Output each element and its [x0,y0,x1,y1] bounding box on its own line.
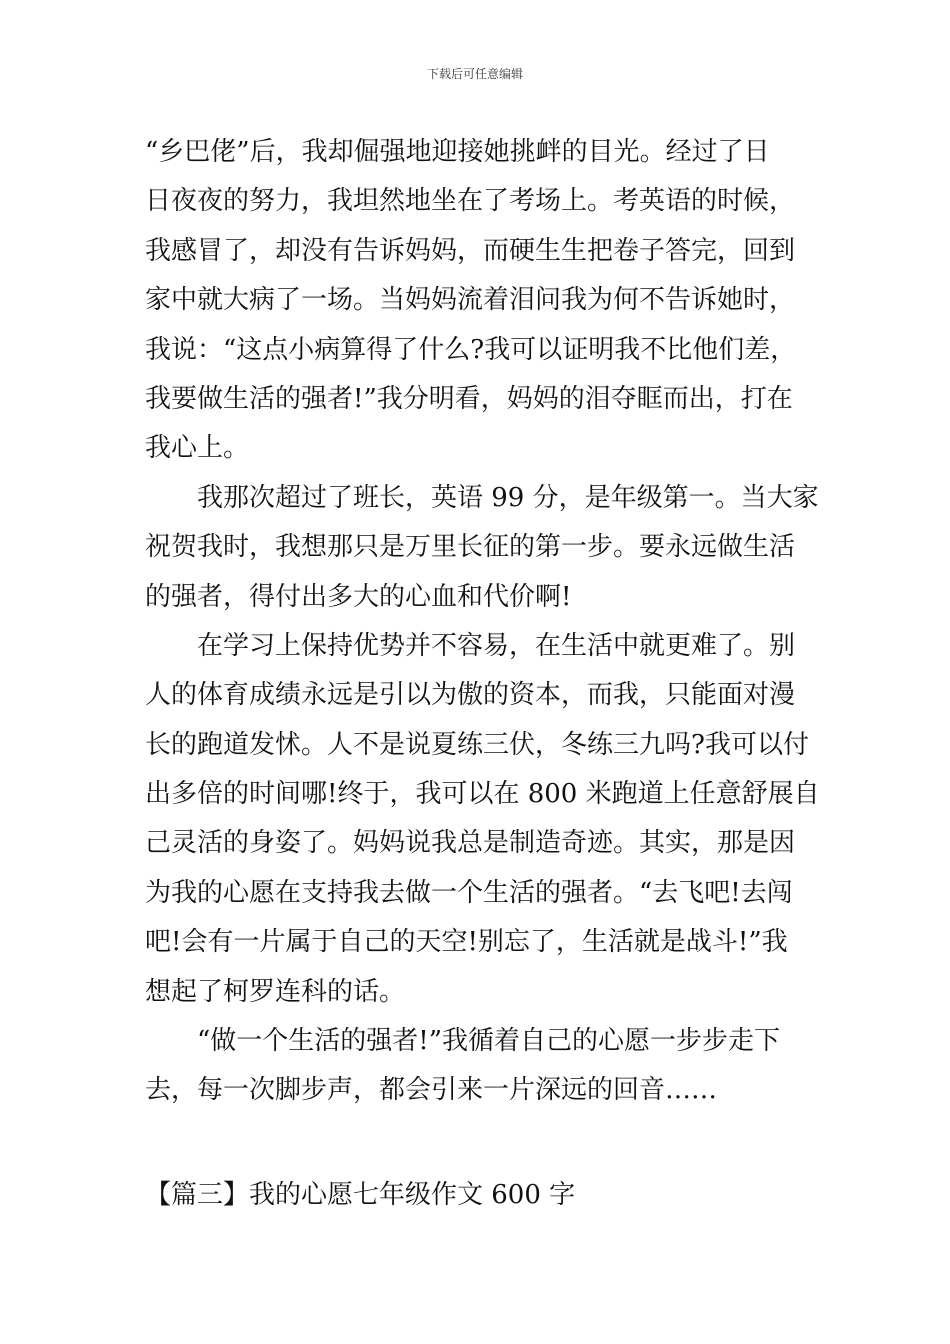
text-line: 我感冒了，却没有告诉妈妈，而硬生生把卷子答完，回到 [145,235,796,266]
text-line: 吧!会有一片属于自己的天空!别忘了，生活就是战斗!”我 [145,927,788,958]
text-line: 我要做生活的强者!”我分明看，妈妈的泪夺眶而出，打在 [145,383,793,414]
text-line: 日夜夜的努力，我坦然地坐在了考场上。考英语的时候， [145,186,796,217]
paragraph-2 [145,474,819,622]
essay-body [145,128,820,1116]
text-line: 我心上。 [145,433,250,464]
paragraph-3 [145,622,820,1017]
section-heading: 【篇三】我的心愿七年级作文 600 字 [145,1180,576,1210]
paragraph-4 [145,1017,810,1116]
text-line: 长的跑道发怵。人不是说夏练三伏，冬练三九吗?我可以付 [145,729,809,760]
text-line: 在学习上保持优势并不容易，在生活中就更难了。别 [197,630,796,661]
paragraph-1 [145,128,810,474]
text-line: 去，每一次脚步声，都会引来一片深远的回音…… [145,1075,718,1106]
text-line: 人的体育成绩永远是引以为傲的资本，而我，只能面对漫 [145,680,796,711]
text-line: 为我的心愿在支持我去做一个生活的强者。“去飞吧!去闯 [145,877,793,908]
text-line: 祝贺我时，我想那只是万里长征的第一步。要永远做生活 [145,532,796,563]
text-line: 家中就大病了一场。当妈妈流着泪问我为何不告诉她时， [145,285,796,316]
text-line: 的强者，得付出多大的心血和代价啊! [145,581,572,612]
text-line: 我那次超过了班长，英语 99 分，是年级第一。当大家 [197,482,819,513]
text-line: 我说：“这点小病算得了什么?我可以证明我不比他们差， [145,334,797,365]
text-line: “乡巴佬”后，我却倔强地迎接她挑衅的目光。经过了日 [145,137,770,167]
page-header: 下载后可任意编辑 [426,67,523,81]
text-line: 出多倍的时间哪!终于，我可以在 800 米跑道上任意舒展自 [145,779,820,810]
text-line: 己灵活的身姿了。妈妈说我总是制造奇迹。其实，那是因 [145,828,796,859]
text-line: 想起了柯罗连科的话。 [145,976,406,1007]
text-line: “做一个生活的强者!”我循着自己的心愿一步步走下 [197,1026,781,1057]
